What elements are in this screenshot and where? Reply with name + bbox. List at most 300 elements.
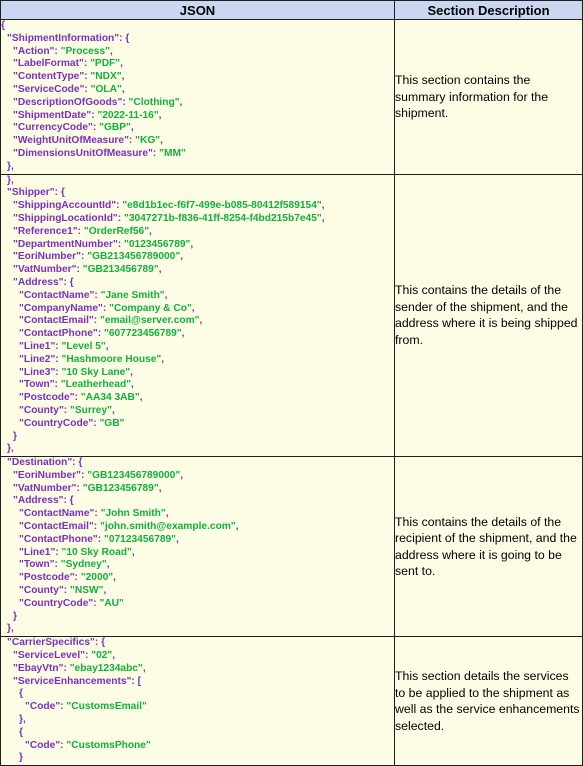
- json-punctuation: : {: [119, 32, 130, 44]
- json-quote: ": [88, 521, 94, 533]
- json-punctuation: :: [84, 83, 91, 95]
- json-quote: ": [86, 109, 92, 121]
- json-key: ContactEmail: [23, 315, 89, 327]
- json-quote: ": [124, 212, 129, 224]
- json-quote: ": [153, 482, 159, 494]
- json-quote: ": [88, 417, 94, 429]
- json-punctuation: :: [76, 482, 83, 494]
- json-line: [1, 521, 394, 534]
- json-quote: ": [117, 83, 122, 95]
- json-quote: ": [100, 508, 106, 520]
- json-quote: ": [98, 302, 103, 314]
- json-quote: ": [13, 45, 18, 57]
- json-quote: ": [69, 392, 75, 404]
- json-line: [1, 740, 394, 753]
- json-quote: ": [19, 340, 24, 352]
- json-punctuation: ,: [190, 238, 194, 250]
- json-quote: ": [107, 404, 112, 416]
- json-punctuation: ,: [121, 83, 125, 95]
- json-line: [1, 148, 394, 161]
- section-row-shipment-information: [1, 20, 583, 175]
- json-quote: ": [19, 572, 24, 584]
- json-quote: ": [90, 637, 95, 649]
- json-key: ContactEmail: [23, 521, 89, 533]
- json-quote: ": [49, 45, 55, 57]
- json-quote: ": [137, 662, 143, 674]
- json-punctuation: ,: [130, 366, 133, 378]
- json-line: [1, 328, 394, 341]
- json-quote: ": [80, 392, 86, 404]
- json-quote: ": [142, 701, 147, 713]
- json-cell-shipper: [1, 174, 395, 457]
- json-line: [1, 251, 394, 264]
- json-punctuation: :: [63, 662, 70, 674]
- json-punctuation: {: [1, 20, 5, 31]
- json-quote: ": [58, 404, 64, 416]
- json-quote: ": [111, 200, 117, 212]
- json-quote: ": [13, 662, 18, 674]
- json-key: EbayVtn: [17, 662, 59, 674]
- json-quote: ": [19, 585, 24, 597]
- json-line: [1, 688, 394, 701]
- json-line: [1, 239, 394, 252]
- json-line: [1, 122, 394, 135]
- json-value: 3047271b-f836-41ff-8254-f4bd215b7e45: [128, 212, 317, 224]
- json-quote: ": [19, 521, 24, 533]
- json-punctuation: :: [128, 135, 136, 147]
- json-value: Jane Smith: [105, 289, 160, 301]
- json-value: NSW: [74, 585, 99, 597]
- json-quote: ": [19, 404, 24, 416]
- json-line: [1, 200, 394, 213]
- json-punctuation: :: [60, 739, 67, 751]
- json-quote: ": [13, 200, 18, 212]
- json-punctuation: ,: [121, 71, 125, 83]
- json-quote: ": [185, 238, 191, 250]
- json-punctuation: ,: [105, 340, 109, 352]
- json-quote: ": [109, 302, 114, 314]
- json-value: GB213456789: [87, 264, 154, 276]
- json-quote: ": [13, 147, 18, 159]
- json-value: 07123456789: [108, 533, 172, 545]
- json-key: Line2: [23, 353, 51, 365]
- json-quote: ": [88, 597, 94, 609]
- json-quote: ": [61, 366, 67, 378]
- json-line: [1, 727, 394, 740]
- json-punctuation: ,: [181, 328, 185, 340]
- json-quote: ": [97, 109, 103, 121]
- json-key: CurrencyCode: [17, 122, 89, 134]
- json-key: ShipmentInformation: [11, 32, 115, 44]
- json-punctuation: },: [7, 623, 14, 635]
- json-key: ShippingLocationId: [17, 212, 113, 224]
- json-value: 2000: [85, 572, 109, 584]
- json-quote: ": [71, 482, 77, 494]
- json-punctuation: :: [84, 71, 91, 83]
- json-quote: ": [125, 366, 131, 378]
- json-quote: ": [156, 353, 162, 365]
- json-quote: ": [108, 572, 114, 584]
- json-quote: ": [87, 251, 93, 263]
- json-punctuation: :: [94, 508, 101, 520]
- json-punctuation: :: [74, 572, 81, 584]
- description-column-header: Section Description: [395, 1, 583, 20]
- json-key: ServiceEnhancements: [17, 675, 127, 687]
- json-punctuation: ,: [130, 122, 134, 134]
- json-line: [1, 418, 394, 431]
- json-quote: ": [19, 597, 24, 609]
- json-quote: ": [117, 96, 123, 108]
- json-punctuation: :: [55, 340, 62, 352]
- json-punctuation: :: [116, 200, 123, 212]
- json-line: [1, 547, 394, 560]
- json-punctuation: :: [55, 366, 62, 378]
- json-punctuation: ,: [321, 200, 325, 212]
- json-quote: ": [58, 585, 64, 597]
- json-key: VatNumber: [17, 482, 72, 494]
- json-cell-shipment-information: [1, 20, 395, 175]
- json-line: [1, 264, 394, 277]
- json-cell-carrier-specifics: [1, 637, 395, 766]
- json-value: 607723456789: [108, 328, 177, 340]
- json-quote: ": [90, 71, 96, 83]
- json-quote: ": [19, 366, 24, 378]
- json-quote: ": [89, 289, 95, 301]
- json-line: [1, 650, 394, 663]
- json-quote: ": [71, 264, 77, 276]
- json-quote: ": [69, 572, 75, 584]
- json-quote: ": [13, 264, 18, 276]
- json-quote: ": [13, 58, 18, 70]
- json-quote: ": [101, 559, 107, 571]
- json-punctuation: ,: [112, 650, 116, 662]
- json-quote: ": [49, 559, 55, 571]
- json-key: WeightUnitOfMeasure: [17, 135, 125, 147]
- json-quote: ": [116, 71, 122, 83]
- json-punctuation: ,: [103, 585, 107, 597]
- json-quote: ": [19, 328, 24, 340]
- json-quote: ": [122, 200, 128, 212]
- json-quote: ": [159, 147, 164, 159]
- json-punctuation: : [: [131, 675, 142, 687]
- json-line: [1, 559, 394, 572]
- json-punctuation: :: [93, 315, 101, 327]
- json-line: [1, 226, 394, 239]
- json-quote: ": [100, 289, 106, 301]
- json-line: [1, 405, 394, 418]
- json-value: AU: [104, 597, 120, 609]
- json-quote: ": [49, 187, 55, 199]
- json-quote: ": [194, 315, 200, 327]
- json-quote: ": [13, 212, 18, 224]
- json-quote: ": [7, 32, 12, 44]
- json-line: [1, 483, 394, 496]
- json-value: GB123456789000: [92, 469, 176, 481]
- json-quote: ": [92, 533, 98, 545]
- json-key: Line1: [23, 546, 51, 558]
- json-quote: ": [7, 637, 12, 649]
- json-cell-destination: [1, 457, 395, 637]
- json-value: Hashmoore House: [66, 353, 157, 365]
- json-value: PDF: [94, 58, 116, 70]
- json-quote: ": [19, 508, 24, 520]
- json-quote: ": [105, 45, 110, 57]
- json-quote: ": [13, 495, 18, 507]
- json-line: [1, 598, 394, 611]
- json-key: Town: [23, 379, 50, 391]
- json-quote: ": [50, 546, 56, 558]
- json-quote: ": [230, 521, 236, 533]
- json-line: [1, 623, 394, 636]
- json-quote: ": [100, 340, 106, 352]
- json-punctuation: ,: [131, 546, 135, 558]
- json-key: ShippingAccountId: [17, 200, 112, 212]
- json-punctuation: ,: [139, 392, 143, 404]
- header-row: [1, 1, 583, 20]
- json-quote: ": [76, 251, 81, 263]
- json-quote: ": [98, 585, 104, 597]
- json-punctuation: : {: [63, 495, 74, 507]
- json-value: Sydney: [65, 559, 102, 571]
- json-punctuation: :: [55, 353, 62, 365]
- json-quote: ": [19, 546, 24, 558]
- json-quote: ": [316, 212, 322, 224]
- json-punctuation: :: [102, 302, 110, 314]
- json-line: [1, 84, 394, 97]
- json-quote: ": [25, 739, 30, 751]
- json-quote: ": [82, 482, 88, 494]
- json-punctuation: ,: [158, 482, 162, 494]
- json-punctuation: :: [93, 597, 100, 609]
- json-quote: ": [112, 212, 118, 224]
- json-punctuation: :: [91, 109, 98, 121]
- json-punctuation: : {: [72, 457, 83, 469]
- json-line: [1, 637, 394, 650]
- json-punctuation: ,: [109, 45, 113, 57]
- json-quote: ": [128, 96, 134, 108]
- json-quote: ": [19, 289, 24, 301]
- json-quote: ": [99, 122, 104, 134]
- json-key: Destination: [11, 457, 68, 469]
- json-quote: ": [90, 83, 96, 95]
- json-quote: ": [79, 71, 85, 83]
- description-carrier-specifics: This section details the services to be applied to the shipment as well as the service enhancements selected.: [395, 637, 583, 766]
- json-value: john.smith@example.com: [104, 521, 231, 533]
- json-key: VatNumber: [17, 264, 72, 276]
- json-quote: ": [100, 521, 105, 533]
- json-punctuation: :: [60, 701, 67, 713]
- json-quote: ": [13, 276, 18, 288]
- json-line: [1, 495, 394, 508]
- json-punctuation: :: [55, 546, 62, 558]
- json-quote: ": [25, 701, 30, 713]
- json-value: email@server.com: [104, 315, 195, 327]
- json-key: County: [23, 404, 59, 416]
- json-quote: ": [88, 122, 93, 134]
- json-key: ServiceCode: [17, 83, 80, 95]
- json-punctuation: ,: [176, 533, 179, 545]
- json-punctuation: ,: [199, 315, 203, 327]
- json-key: CompanyName: [23, 302, 99, 314]
- json-quote: ": [112, 238, 118, 250]
- json-key: Shipper: [11, 187, 50, 199]
- json-value: e8d1b1ec-f6f7-499e-b085-80412f589154: [127, 200, 317, 212]
- json-quote: ": [119, 597, 124, 609]
- json-punctuation: :: [54, 559, 61, 571]
- json-value: KG: [140, 135, 156, 147]
- json-value: Clothing: [133, 96, 175, 108]
- json-punctuation: ,: [179, 96, 183, 108]
- json-quote: ": [126, 122, 131, 134]
- json-line: [1, 457, 394, 470]
- json-punctuation: ,: [158, 264, 162, 276]
- json-quote: ": [61, 353, 67, 365]
- json-punctuation: :: [81, 251, 88, 263]
- json-key: Code: [29, 701, 56, 713]
- json-quote: ": [99, 597, 105, 609]
- json-quote: ": [66, 701, 72, 713]
- json-quote: ": [176, 328, 182, 340]
- json-quote: ": [124, 238, 129, 250]
- json-quote: ": [19, 392, 24, 404]
- json-line: [1, 175, 394, 188]
- json-punctuation: ,: [142, 662, 146, 674]
- json-punctuation: :: [152, 147, 160, 159]
- json-key: Line1: [23, 340, 51, 352]
- json-punctuation: :: [97, 328, 104, 340]
- json-quote: ": [19, 559, 24, 571]
- json-punctuation: },: [7, 443, 14, 455]
- json-key: Postcode: [23, 572, 70, 584]
- json-quote: ": [67, 457, 73, 469]
- json-quote: ": [60, 379, 66, 391]
- json-punctuation: ,: [180, 251, 184, 263]
- json-punctuation: },: [19, 714, 26, 726]
- json-quote: ": [61, 546, 67, 558]
- json-key: ContactName: [23, 289, 90, 301]
- json-quote: ": [60, 559, 66, 571]
- json-punctuation: :: [122, 96, 129, 108]
- json-quote: ": [82, 264, 88, 276]
- json-quote: ": [126, 379, 132, 391]
- json-line: [1, 20, 394, 33]
- json-punctuation: }: [13, 430, 17, 442]
- json-value: GB: [104, 417, 120, 429]
- json-value: Company & Co: [113, 302, 187, 314]
- json-key: Line3: [23, 366, 51, 378]
- json-line: [1, 135, 394, 148]
- json-value: CustomsEmail: [71, 701, 142, 713]
- json-quote: ": [186, 302, 192, 314]
- json-quote: ": [114, 32, 120, 44]
- json-punctuation: ,: [120, 58, 123, 70]
- json-key: ContactPhone: [23, 533, 93, 545]
- json-quote: ": [19, 302, 24, 314]
- json-punctuation: ,: [235, 521, 239, 533]
- json-quote: ": [49, 379, 55, 391]
- json-quote: ": [80, 572, 86, 584]
- json-quote: ": [72, 225, 78, 237]
- json-line: [1, 161, 394, 174]
- json-punctuation: ,: [321, 212, 325, 224]
- json-value: CustomsPhone: [71, 739, 146, 751]
- json-line: [1, 290, 394, 303]
- json-quote: ": [160, 508, 166, 520]
- json-quote: ": [7, 187, 12, 199]
- json-line: [1, 508, 394, 521]
- json-line: [1, 213, 394, 226]
- json-quote: ": [79, 83, 85, 95]
- json-quote: ": [145, 739, 151, 751]
- json-key: EoriNumber: [17, 469, 77, 481]
- json-line: [1, 663, 394, 676]
- json-quote: ": [19, 353, 24, 365]
- json-quote: ": [153, 264, 159, 276]
- json-quote: ": [175, 469, 181, 481]
- json-key: ContactPhone: [23, 328, 93, 340]
- json-line: [1, 367, 394, 380]
- json-line: [1, 277, 394, 290]
- json-punctuation: ,: [191, 302, 195, 314]
- json-quote: ": [88, 315, 94, 327]
- json-quote: ": [13, 225, 18, 237]
- json-key: Town: [23, 559, 50, 571]
- json-quote: ": [103, 533, 109, 545]
- json-punctuation: :: [97, 533, 104, 545]
- json-key: DescriptionOfGoods: [17, 96, 118, 108]
- json-punctuation: :: [117, 238, 125, 250]
- json-punctuation: ,: [180, 469, 184, 481]
- json-value: John Smith: [105, 508, 161, 520]
- json-key: Code: [29, 739, 56, 751]
- json-quote: ": [50, 340, 56, 352]
- json-value: ebay1234abc: [74, 662, 138, 674]
- json-punctuation: : {: [63, 276, 74, 288]
- json-value: Leatherhead: [65, 379, 127, 391]
- json-line: [1, 443, 394, 456]
- json-quote: ": [19, 533, 24, 545]
- json-quote: ": [13, 251, 18, 263]
- json-quote: ": [50, 353, 56, 365]
- json-quote: ": [316, 200, 322, 212]
- json-line: [1, 470, 394, 483]
- json-punctuation: }: [13, 610, 17, 622]
- json-quote: ": [135, 135, 140, 147]
- json-value: Surrey: [74, 404, 108, 416]
- json-key: CountryCode: [23, 597, 89, 609]
- json-value: 0123456789: [128, 238, 186, 250]
- section-row-shipper: [1, 174, 583, 457]
- json-punctuation: :: [54, 379, 61, 391]
- json-punctuation: {: [19, 688, 23, 700]
- json-quote: ": [19, 417, 24, 429]
- json-quote: ": [13, 675, 18, 687]
- json-quote: ": [69, 662, 75, 674]
- json-punctuation: :: [81, 469, 88, 481]
- json-quote: ": [58, 495, 64, 507]
- json-quote: ": [171, 533, 176, 545]
- json-quote: ": [124, 135, 129, 147]
- json-quote: ": [76, 469, 81, 481]
- json-line: [1, 431, 394, 444]
- section-row-carrier-specifics: [1, 637, 583, 766]
- json-quote: ": [107, 650, 113, 662]
- json-quote: ": [103, 328, 109, 340]
- json-punctuation: :: [85, 650, 92, 662]
- json-line: [1, 611, 394, 624]
- json-value: GB213456789000: [92, 251, 176, 263]
- json-quote: ": [13, 83, 18, 95]
